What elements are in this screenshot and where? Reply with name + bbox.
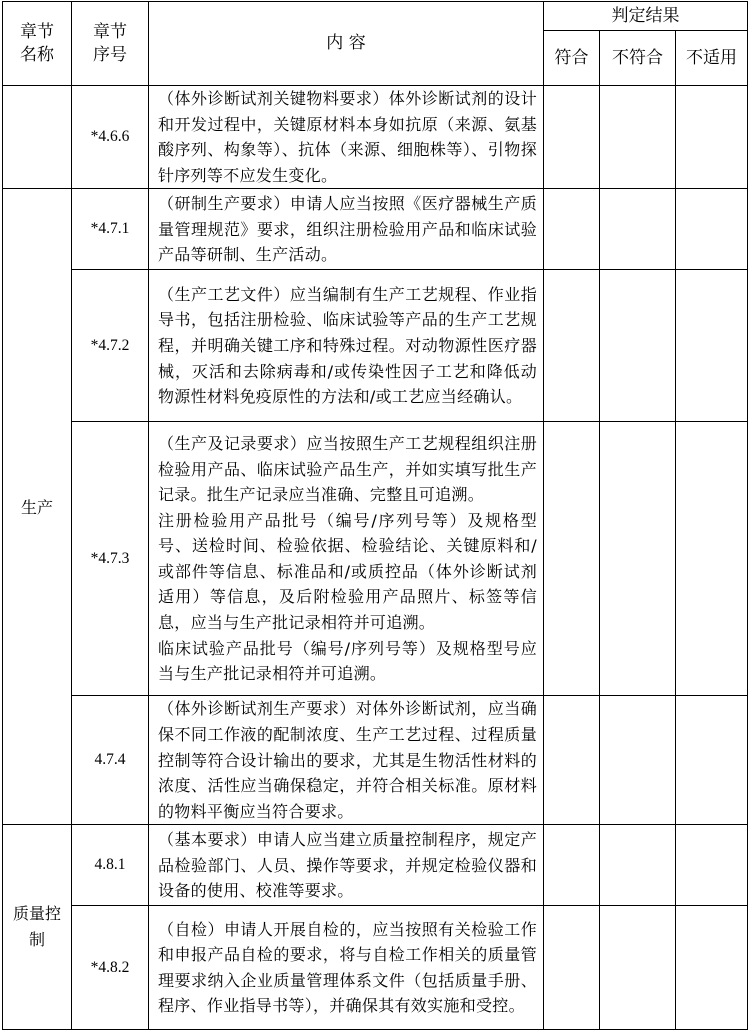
item-code: *4.7.2 xyxy=(90,336,130,354)
item-content-cell xyxy=(149,189,544,270)
table-row xyxy=(3,270,748,422)
nonconform-checkbox-cell[interactable] xyxy=(600,270,676,422)
nonconform-checkbox-cell[interactable] xyxy=(600,696,676,825)
table-row xyxy=(3,86,748,189)
item-code: *4.7.1 xyxy=(90,220,130,238)
table-row xyxy=(3,189,748,270)
item-content-paragraph: （体外诊断试剂生产要求）对体外诊断试剂，应当确保不同工作液的配制浓度、生产工艺过程、过程质量控制等符合设计输出的要求，尤其是生物活性材料的浓度、活性应当确保稳定，并符合相关标准。原材料的物料平衡应当符合要求。 xyxy=(158,699,537,821)
conform-checkbox-cell[interactable] xyxy=(544,86,600,189)
header-chapter-name xyxy=(3,2,72,86)
na-checkbox-cell[interactable] xyxy=(676,906,748,1030)
item-content-paragraph: 注册检验用产品批号（编号/序列号等）及规格型号、送检时间、检验依据、检验结论、关键原料和/或部件等信息、标准品和/或质控品（体外诊断试剂适用）等信息，及后附检验用产品照片、标签等信息，应当与生产批记录相符并可追溯。 xyxy=(158,510,537,633)
item-code-cell xyxy=(72,825,149,906)
item-code-cell xyxy=(72,906,149,1030)
item-content-paragraph: （基本要求）申请人应当建立质量控制程序，规定产品检验部门、人员、操作等要求，并规定检验仪器和设备的使用、校准等要求。 xyxy=(158,829,537,901)
conform-checkbox-cell[interactable] xyxy=(544,696,600,825)
conform-checkbox-cell[interactable] xyxy=(544,270,600,422)
item-content-paragraph: （生产工艺文件）应当编制有生产工艺规程、作业指导书，包括注册检验、临床试验等产品的生产工艺规程，并明确关键工序和特殊过程。对动物源性医疗器械，灭活和去除病毒和/或传染性因子工艺和降低动物源性材料免疫原性的方法和/或工艺应当经确认。 xyxy=(158,284,537,407)
conform-checkbox-cell[interactable] xyxy=(544,189,600,270)
section-name-cell xyxy=(3,189,72,825)
item-content-cell xyxy=(149,86,544,189)
item-code: *4.8.2 xyxy=(90,958,130,976)
header-content xyxy=(149,2,544,86)
na-checkbox-cell[interactable] xyxy=(676,189,748,270)
conform-checkbox-cell[interactable] xyxy=(544,422,600,696)
table-row xyxy=(3,906,748,1030)
item-content-paragraph: （体外诊断试剂关键物料要求）体外诊断试剂的设计和开发过程中，关键原材料本身如抗原（来源、氨基酸序列、构象等）、抗体（来源、细胞株等）、引物探针序列等不应发生变化。 xyxy=(158,89,537,185)
na-checkbox-cell[interactable] xyxy=(676,422,748,696)
nonconform-checkbox-cell[interactable] xyxy=(600,86,676,189)
nonconform-checkbox-cell[interactable] xyxy=(600,189,676,270)
item-code: *4.6.6 xyxy=(90,128,130,146)
item-code-cell xyxy=(72,696,149,825)
na-checkbox-cell[interactable] xyxy=(676,825,748,906)
header-content-text: 内 容 xyxy=(326,33,366,53)
conform-checkbox-cell[interactable] xyxy=(544,906,600,1030)
section-name-cell xyxy=(3,86,72,189)
item-content-cell xyxy=(149,825,544,906)
nonconform-checkbox-cell[interactable] xyxy=(600,906,676,1030)
conform-checkbox-cell[interactable] xyxy=(544,825,600,906)
nonconform-checkbox-cell[interactable] xyxy=(600,422,676,696)
section-name-cell xyxy=(3,825,72,1030)
table-row xyxy=(3,696,748,825)
header-na-text: 不适用 xyxy=(686,47,737,68)
item-code: 4.8.1 xyxy=(94,856,126,874)
header-conform-text: 符合 xyxy=(554,47,589,68)
na-checkbox-cell[interactable] xyxy=(676,86,748,189)
table-row xyxy=(3,825,748,906)
item-code-cell xyxy=(72,270,149,422)
header-chapter-no-text: 章节 序号 xyxy=(93,21,127,65)
table-row xyxy=(3,422,748,696)
na-checkbox-cell[interactable] xyxy=(676,696,748,825)
item-content-paragraph: （研制生产要求）申请人应当按照《医疗器械生产质量管理规范》要求，组织注册检验用产品和临床试验产品等研制、生产活动。 xyxy=(158,193,537,265)
header-chapter-no xyxy=(72,2,149,86)
item-content-cell xyxy=(149,422,544,696)
header-conform xyxy=(544,31,600,86)
header-result-text: 判定结果 xyxy=(611,5,680,26)
item-content-cell xyxy=(149,696,544,825)
item-content-paragraph: 临床试验产品批号（编号/序列号等）及规格型号应当与生产批记录相符并可追溯。 xyxy=(158,638,537,684)
item-content-paragraph: （自检）申请人开展自检的，应当按照有关检验工作和申报产品自检的要求，将与自检工作相关的质量管理要求纳入企业质量管理体系文件（包括质量手册、程序、作业指导书等），并确保其有效实施和受控。 xyxy=(158,919,537,1016)
nonconform-checkbox-cell[interactable] xyxy=(600,825,676,906)
checklist-table xyxy=(2,1,748,1030)
section-name: 生产 xyxy=(20,498,53,518)
item-code-cell xyxy=(72,189,149,270)
header-nonconform-text: 不符合 xyxy=(612,47,663,68)
header-result xyxy=(544,2,748,31)
item-content-cell xyxy=(149,906,544,1030)
header-nonconform xyxy=(600,31,676,86)
section-name: 质量控 制 xyxy=(12,904,61,950)
item-content-paragraph: （生产及记录要求）应当按照生产工艺规程组织注册检验用产品、临床试验产品生产，并如实填写批生产记录。批生产记录应当准确、完整且可追溯。 xyxy=(158,433,537,505)
na-checkbox-cell[interactable] xyxy=(676,270,748,422)
item-code: 4.7.4 xyxy=(94,751,126,769)
item-code-cell xyxy=(72,86,149,189)
header-chapter-name-text: 章节 名称 xyxy=(20,21,54,65)
item-content-cell xyxy=(149,270,544,422)
item-code: *4.7.3 xyxy=(90,549,130,567)
header-na xyxy=(676,31,748,86)
item-code-cell xyxy=(72,422,149,696)
